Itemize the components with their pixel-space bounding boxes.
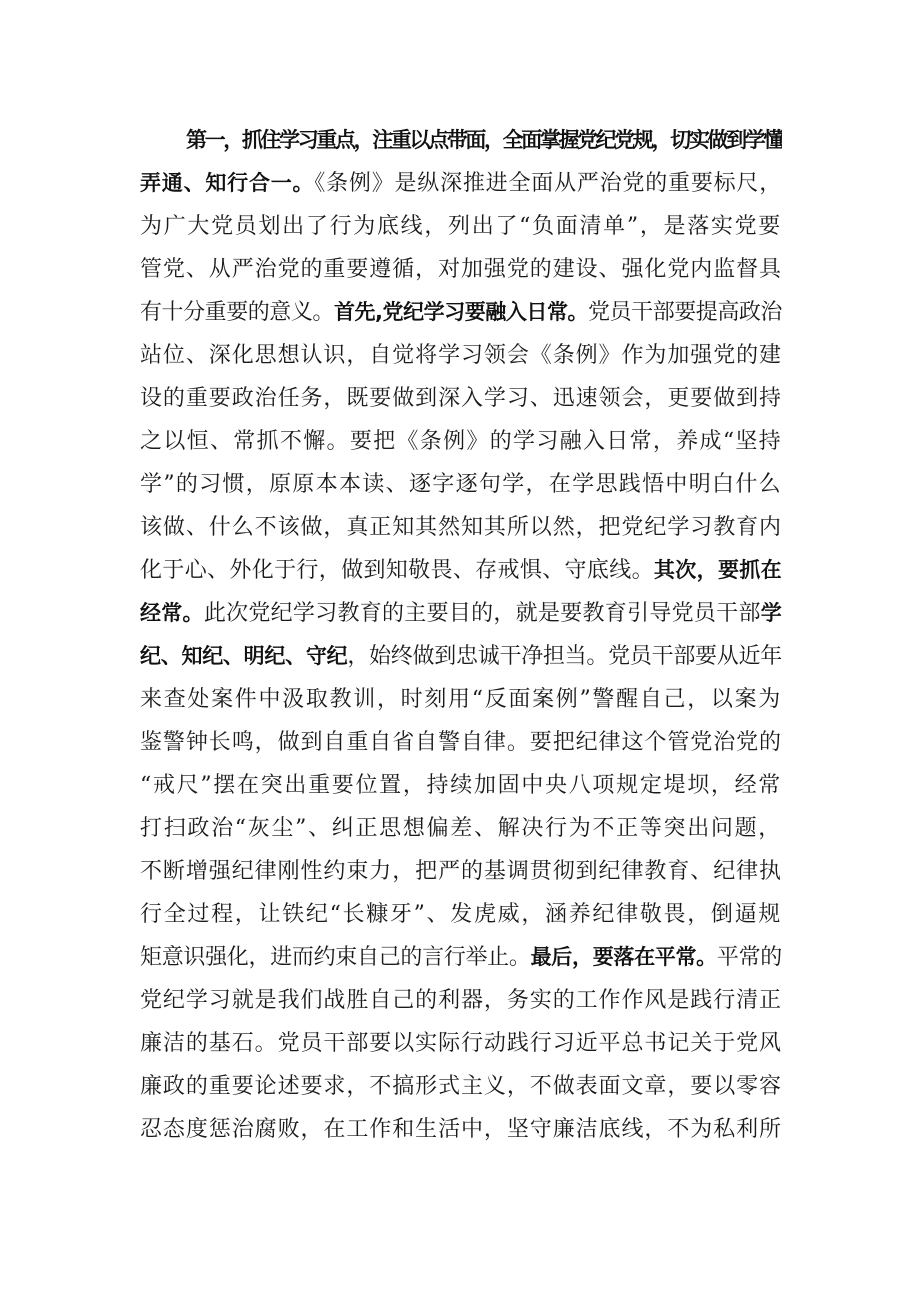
line-content: [140, 979, 782, 1022]
body-paragraph: [140, 119, 782, 1151]
body-text: “戒尺”摆在突出重要位置，持续加固中央八项规定堤坝，经常: [140, 773, 782, 798]
line-content: [140, 1065, 782, 1108]
body-text: 此次党纪学习教育的主要目的，就是要教育引导党员干部: [203, 601, 761, 626]
body-text: 站位、深化思想认识，自觉将学习领会《条例》作为加强党的建: [140, 343, 782, 368]
text-line: [140, 506, 782, 549]
line-content: [140, 205, 782, 248]
text-line: [140, 592, 782, 635]
line-content: [140, 334, 782, 377]
body-text: 党纪学习就是我们战胜自己的利器，务实的工作作风是践行清正: [140, 988, 782, 1013]
body-text: 该做、什么不该做，真正知其然知其所以然，把党纪学习教育内: [140, 515, 782, 540]
text-line: [140, 162, 782, 205]
line-content: [140, 506, 782, 549]
text-line: [140, 549, 782, 592]
line-content: [140, 420, 782, 463]
body-text: 设的重要政治任务，既要做到深入学习、迅速领会，更要做到持: [140, 386, 782, 411]
body-text: 《条例》是纵深推进全面从严治党的重要标尺，: [314, 171, 782, 196]
text-line: [140, 291, 782, 334]
body-text: 廉政的重要论述要求，不搞形式主义，不做表面文章，要以零容: [140, 1074, 782, 1099]
body-text: 不断增强纪律刚性约束力，把严的基调贯彻到纪律教育、纪律执: [140, 859, 782, 884]
text-line: [140, 334, 782, 377]
text-line: [140, 377, 782, 420]
text-line: [140, 463, 782, 506]
body-text: 管党、从严治党的重要遵循，对加强党的建设、强化党内监督具: [140, 257, 782, 282]
text-line: [140, 807, 782, 850]
body-text: 矩意识强化，进而约束自己的言行举止。: [140, 945, 531, 970]
text-line: [140, 1108, 782, 1151]
text-line: [140, 635, 782, 678]
bold-text: 其次，要抓在: [653, 558, 782, 582]
body-text: ，始终做到忠诚干净担当。党员干部要从近年: [347, 644, 782, 669]
text-line: [140, 1022, 782, 1065]
bold-text: 首先,党纪学习要融入日常。: [333, 300, 589, 324]
line-content: [140, 1022, 782, 1065]
body-text: 党员干部要提高政治: [588, 300, 782, 325]
bold-text: 弄通、知行合一。: [140, 171, 315, 195]
line-content: [140, 678, 782, 721]
line-content: [140, 936, 782, 979]
line-content: [140, 1108, 782, 1151]
line-content: [140, 764, 782, 807]
line-content: [140, 721, 782, 764]
line-content: [140, 463, 782, 506]
text-line: [140, 764, 782, 807]
line-content: [186, 119, 782, 162]
text-line: [140, 893, 782, 936]
text-line: [140, 205, 782, 248]
line-content: [140, 635, 782, 678]
text-line: [140, 248, 782, 291]
text-line: [140, 850, 782, 893]
body-text: 鉴警钟长鸣，做到自重自省自警自律。要把纪律这个管党治党的: [140, 730, 782, 755]
text-line: [140, 979, 782, 1022]
bold-text: 最后，要落在平常。: [530, 945, 717, 969]
bold-text: 第一，抓住学习重点，注重以点带面，全面掌握党纪党规，切实做到学懂: [186, 128, 782, 152]
body-text: 平常的: [716, 945, 782, 970]
line-content: [140, 549, 782, 592]
text-line: [140, 420, 782, 463]
body-text: 学”的习惯，原原本本读、逐字逐句学，在学思践悟中明白什么: [140, 472, 782, 497]
bold-text: 学: [760, 601, 782, 625]
bold-text: 经常。: [140, 601, 204, 625]
line-content: [140, 807, 782, 850]
body-text: 打扫政治“灰尘”、纠正思想偏差、解决行为不正等突出问题，: [140, 816, 782, 841]
line-content: [140, 850, 782, 893]
line-content: [140, 162, 782, 205]
line-content: [140, 377, 782, 420]
line-content: [140, 291, 782, 334]
text-line: [140, 936, 782, 979]
text-line: [140, 678, 782, 721]
text-line: [140, 1065, 782, 1108]
line-content: [140, 893, 782, 936]
text-line: [140, 119, 782, 162]
body-text: 廉洁的基石。党员干部要以实际行动践行习近平总书记关于党风: [140, 1031, 782, 1056]
bold-text: 纪、知纪、明纪、守纪: [140, 644, 348, 668]
text-line: [140, 721, 782, 764]
body-text: 行全过程，让铁纪“长糠牙”、发虎威，涵养纪律敬畏，倒逼规: [140, 902, 782, 927]
body-text: 来查处案件中汲取教训，时刻用“反面案例”警醒自己，以案为: [140, 687, 782, 712]
body-text: 之以恒、常抓不懈。要把《条例》的学习融入日常，养成“坚持: [140, 429, 782, 454]
body-text: 有十分重要的意义。: [140, 300, 334, 325]
line-content: [140, 592, 782, 635]
body-text: 为广大党员划出了行为底线，列出了“负面清单”，是落实党要: [140, 214, 782, 239]
body-text: 化于心、外化于行，做到知敬畏、存戒惧、守底线。: [140, 558, 654, 583]
line-content: [140, 248, 782, 291]
body-text: 忍态度惩治腐败，在工作和生活中，坚守廉洁底线，不为私利所: [140, 1117, 782, 1142]
